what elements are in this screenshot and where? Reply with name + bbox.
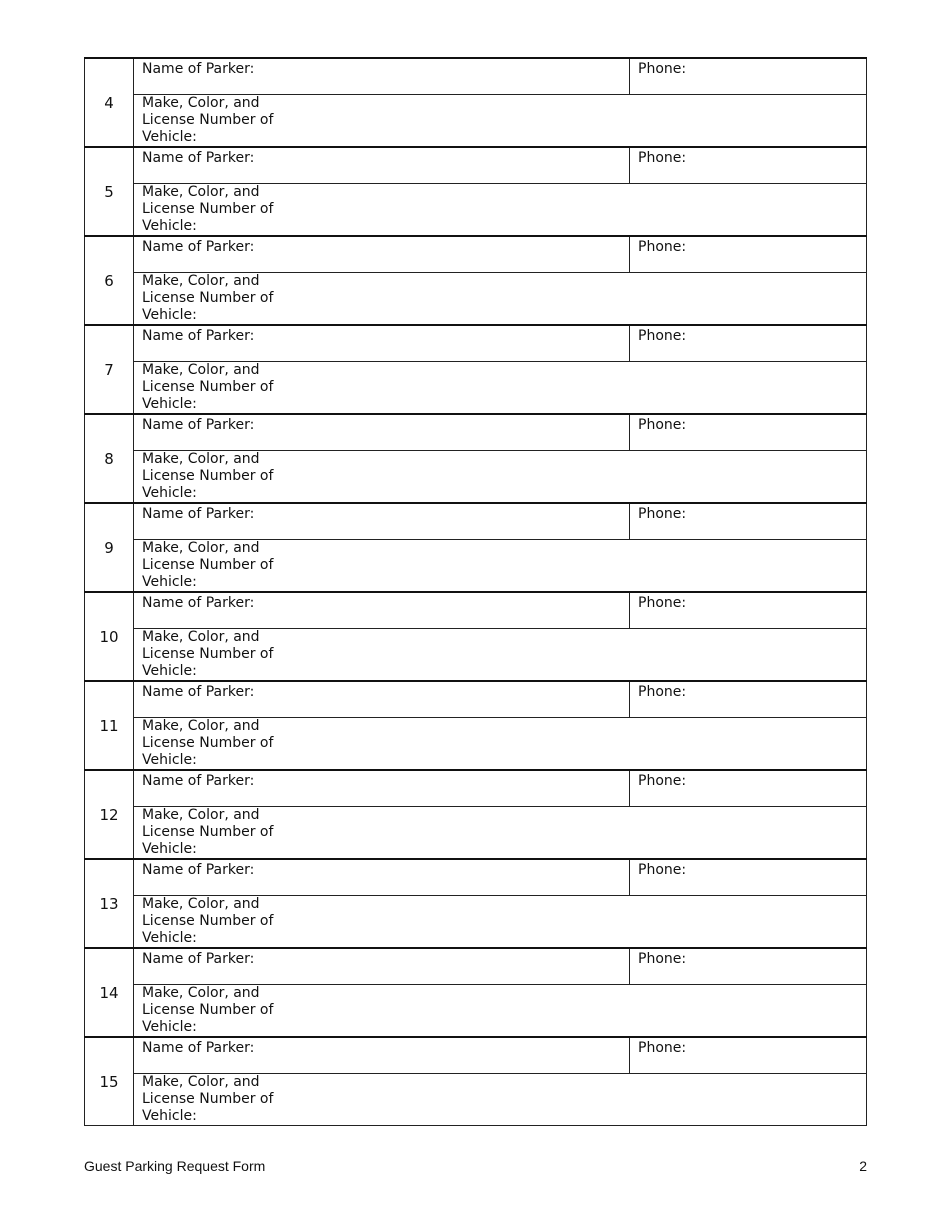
parker-name-label: Name of Parker: [142, 684, 255, 700]
parker-name-label: Name of Parker: [142, 595, 255, 611]
parker-name-label: Name of Parker: [142, 506, 255, 522]
phone-label: Phone: [638, 150, 687, 166]
vehicle-details-label: Make, Color, and License Number of Vehicle: [142, 896, 274, 946]
entry-number: 12 [85, 770, 134, 859]
entry-name-row [85, 592, 867, 629]
phone-label: Phone: [638, 61, 687, 77]
entry-vehicle-row [85, 1074, 867, 1126]
parker-name-label: Name of Parker: [142, 417, 255, 433]
phone-label: Phone: [638, 506, 687, 522]
entry-number: 13 [85, 859, 134, 948]
parker-entries-table [84, 57, 867, 1126]
parker-name-field[interactable] [134, 503, 630, 540]
parker-name-label: Name of Parker: [142, 61, 255, 77]
phone-label: Phone: [638, 239, 687, 255]
phone-label: Phone: [638, 684, 687, 700]
phone-field[interactable] [630, 503, 867, 540]
phone-label: Phone: [638, 595, 687, 611]
phone-field[interactable] [630, 1037, 867, 1074]
vehicle-details-label: Make, Color, and License Number of Vehicle: [142, 985, 274, 1035]
phone-field[interactable] [630, 948, 867, 985]
phone-field[interactable] [630, 859, 867, 896]
entry-vehicle-row [85, 95, 867, 148]
vehicle-details-label: Make, Color, and License Number of Vehicle: [142, 362, 274, 412]
entry-name-row [85, 414, 867, 451]
phone-field[interactable] [630, 147, 867, 184]
vehicle-details-field[interactable] [134, 985, 867, 1038]
entry-number: 8 [85, 414, 134, 503]
footer-page-number: 2 [859, 1158, 867, 1174]
phone-label: Phone: [638, 328, 687, 344]
parker-name-label: Name of Parker: [142, 773, 255, 789]
vehicle-details-field[interactable] [134, 184, 867, 237]
entry-vehicle-row [85, 629, 867, 682]
phone-label: Phone: [638, 1040, 687, 1056]
vehicle-details-field[interactable] [134, 807, 867, 860]
parker-name-field[interactable] [134, 948, 630, 985]
phone-field[interactable] [630, 325, 867, 362]
phone-field[interactable] [630, 236, 867, 273]
phone-field[interactable] [630, 681, 867, 718]
entry-name-row [85, 948, 867, 985]
entry-number: 15 [85, 1037, 134, 1126]
vehicle-details-label: Make, Color, and License Number of Vehicle: [142, 451, 274, 501]
entry-vehicle-row [85, 184, 867, 237]
entry-name-row [85, 770, 867, 807]
parker-name-label: Name of Parker: [142, 239, 255, 255]
entry-name-row [85, 147, 867, 184]
parker-name-label: Name of Parker: [142, 1040, 255, 1056]
vehicle-details-label: Make, Color, and License Number of Vehicle: [142, 95, 274, 145]
entry-number: 6 [85, 236, 134, 325]
phone-label: Phone: [638, 417, 687, 433]
parker-name-field[interactable] [134, 236, 630, 273]
entry-vehicle-row [85, 985, 867, 1038]
entry-number: 5 [85, 147, 134, 236]
parker-name-label: Name of Parker: [142, 150, 255, 166]
entry-number: 9 [85, 503, 134, 592]
vehicle-details-label: Make, Color, and License Number of Vehicle: [142, 718, 274, 768]
phone-field[interactable] [630, 58, 867, 95]
entry-vehicle-row [85, 807, 867, 860]
parker-name-field[interactable] [134, 770, 630, 807]
vehicle-details-label: Make, Color, and License Number of Vehicle: [142, 629, 274, 679]
parker-name-field[interactable] [134, 592, 630, 629]
entry-name-row [85, 503, 867, 540]
entry-name-row [85, 859, 867, 896]
vehicle-details-label: Make, Color, and License Number of Vehicle: [142, 807, 274, 857]
vehicle-details-field[interactable] [134, 362, 867, 415]
entry-vehicle-row [85, 540, 867, 593]
vehicle-details-field[interactable] [134, 95, 867, 148]
entry-name-row [85, 681, 867, 718]
entry-name-row [85, 1037, 867, 1074]
vehicle-details-field[interactable] [134, 629, 867, 682]
vehicle-details-field[interactable] [134, 1074, 867, 1126]
entry-name-row [85, 58, 867, 95]
vehicle-details-label: Make, Color, and License Number of Vehicle: [142, 273, 274, 323]
parker-name-label: Name of Parker: [142, 328, 255, 344]
phone-label: Phone: [638, 773, 687, 789]
footer-form-title: Guest Parking Request Form [84, 1158, 266, 1174]
parker-name-field[interactable] [134, 58, 630, 95]
parker-name-field[interactable] [134, 325, 630, 362]
parker-name-label: Name of Parker: [142, 951, 255, 967]
phone-field[interactable] [630, 414, 867, 451]
entry-vehicle-row [85, 718, 867, 771]
entry-number: 4 [85, 58, 134, 147]
vehicle-details-label: Make, Color, and License Number of Vehicle: [142, 1074, 274, 1124]
entry-vehicle-row [85, 451, 867, 504]
vehicle-details-field[interactable] [134, 718, 867, 771]
entry-vehicle-row [85, 896, 867, 949]
parker-name-field[interactable] [134, 859, 630, 896]
entry-number: 14 [85, 948, 134, 1037]
parker-name-label: Name of Parker: [142, 862, 255, 878]
parker-name-field[interactable] [134, 681, 630, 718]
entry-number: 10 [85, 592, 134, 681]
entry-name-row [85, 325, 867, 362]
entries-body [85, 58, 867, 1126]
phone-label: Phone: [638, 862, 687, 878]
phone-field[interactable] [630, 592, 867, 629]
entry-number: 11 [85, 681, 134, 770]
entry-vehicle-row [85, 273, 867, 326]
parker-name-field[interactable] [134, 1037, 630, 1074]
entry-name-row [85, 236, 867, 273]
parker-name-field[interactable] [134, 414, 630, 451]
vehicle-details-field[interactable] [134, 540, 867, 593]
vehicle-details-field[interactable] [134, 451, 867, 504]
vehicle-details-label: Make, Color, and License Number of Vehicle: [142, 540, 274, 590]
vehicle-details-field[interactable] [134, 273, 867, 326]
phone-label: Phone: [638, 951, 687, 967]
entry-vehicle-row [85, 362, 867, 415]
vehicle-details-label: Make, Color, and License Number of Vehicle: [142, 184, 274, 234]
parker-name-field[interactable] [134, 147, 630, 184]
vehicle-details-field[interactable] [134, 896, 867, 949]
entry-number: 7 [85, 325, 134, 414]
phone-field[interactable] [630, 770, 867, 807]
